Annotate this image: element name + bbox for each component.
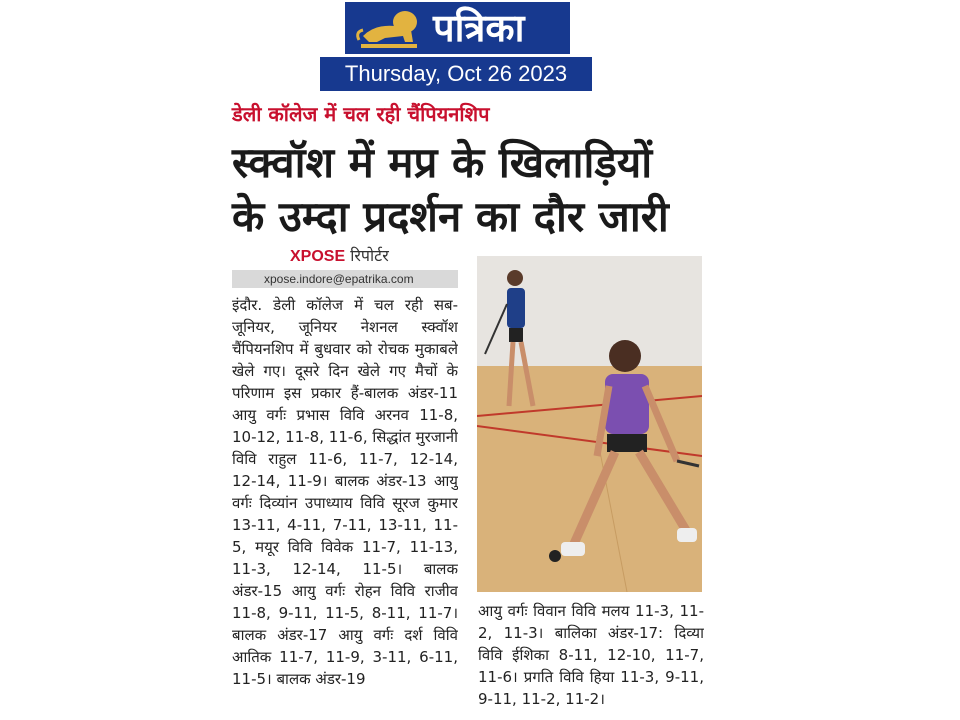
reporter-email: xpose.indore@epatrika.com xyxy=(232,270,458,288)
article-body: इंदौर. डेली कॉलेज में चल रही सब-जूनियर, जूनियर नेशनल स्क्वॉश चैंपियनशिप में बुधवार को रोचक मुकाबले खेले गए। दूसरे दिन खेले गए मैचों के परिणाम इस प्रकार हैं-बालक अंडर-11 आयु वर्गः प्रभास विवि अरनव 11-8, 10-12, 11-8, 11-6, सिद्धांत मुरजानी विवि राहुल 11-6, 11-7, 12-14, 12-14, 11-9। बालक अंडर-13 आयु वर्गः दिव्यांन उपाध्याय विवि सूरज कुमार 13-11, 4-11, 7-11, 13-11, 11-5, मयूर विवि विवेक 11-7, 11-13, 11-3, 12-14, 11-5। बालक अंडर-15 आयु वर्गः रोहन विवि राजीव 11-8, 9-11, 11-5, 8-11, 11-7। बालक अंडर-17 आयु वर्गः दर्श विवि आतिक 11-7, 11-9, 3-11, 6-11, 11-5। बालक अंडर-19 xyxy=(232,296,458,688)
byline-role: रिपोर्टर xyxy=(350,246,389,265)
article-kicker: डेली कॉलेज में चल रही चैंपियनशिप xyxy=(232,102,490,126)
headline-line-2: के उम्दा प्रदर्शन का दौर जारी xyxy=(232,192,669,241)
article-body-continued: आयु वर्गः विवान विवि मलय 11-3, 11-2, 11-3। बालिका अंडर-17: दिव्या विवि ईशिका 8-11, 12-10, 11-7, 11-6। प्रगति विवि हिया 11-3, 9-11, 9-11, 11-2, 11-2। xyxy=(478,602,704,708)
squash-players-photo xyxy=(477,256,702,592)
newspaper-masthead xyxy=(345,2,570,54)
byline xyxy=(290,244,389,266)
edition-date: Thursday, Oct 26 2023 xyxy=(320,57,592,91)
squash-court-illustration xyxy=(477,256,702,592)
lion-logo-icon xyxy=(355,6,423,50)
byline-brand: XPOSE xyxy=(290,248,346,265)
article-headline xyxy=(232,136,669,244)
brand-name: पत्रिका xyxy=(433,6,525,50)
headline-line-1: स्क्वॉश में मप्र के खिलाड़ियों xyxy=(232,138,653,187)
